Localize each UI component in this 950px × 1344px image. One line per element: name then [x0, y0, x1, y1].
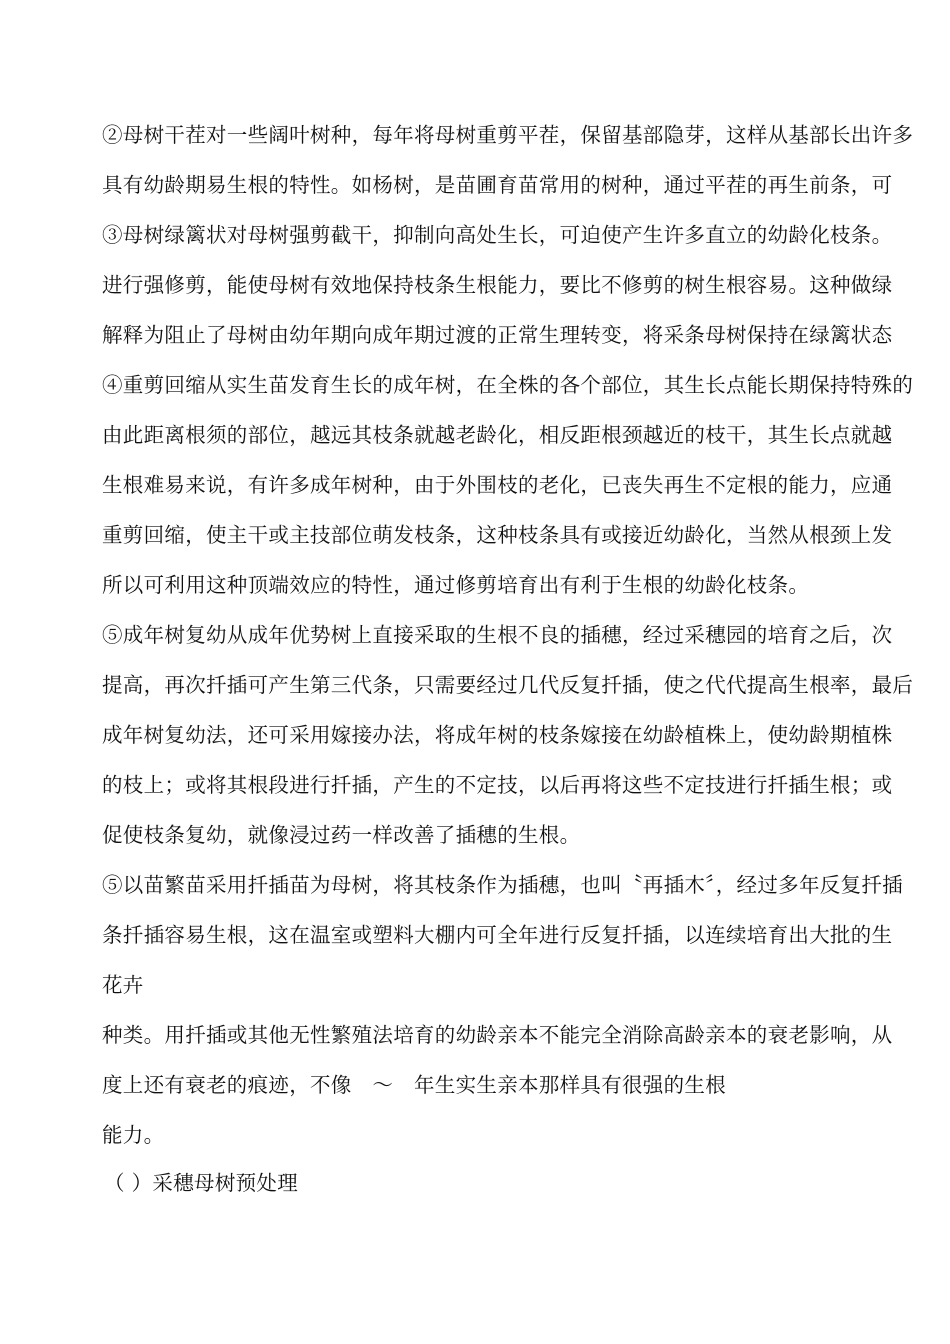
text-line: ③母树绿篱状对母树强剪截干，抑制向高处生长，可迫使产生许多直立的幼龄化枝条。 — [102, 223, 893, 247]
text-line: 具有幼龄期易生根的特性。如杨树，是苗圃育苗常用的树种，通过平茬的再生前条，可 — [102, 173, 893, 197]
text-line: ②母树干茬对一些阔叶树种，每年将母树重剪平茬，保留基部隐芽，这样从基部长出许多 — [102, 123, 914, 147]
text-line: 的枝上；或将其根段进行扦插，产生的不定技，以后再将这些不定技进行扦插生根；或 — [102, 773, 893, 797]
text-line: 重剪回缩，使主干或主技部位萌发枝条，这种枝条具有或接近幼龄化，当然从根颈上发 — [102, 523, 893, 547]
text-line: 成年树复幼法，还可采用嫁接办法，将成年树的枝条嫁接在幼龄植株上，使幼龄期植株 — [102, 723, 893, 747]
text-line: 解释为阻止了母树由幼年期向成年期过渡的正常生理转变，将采条母树保持在绿篱状态 — [102, 323, 893, 347]
text-line: 促使枝条复幼，就像浸过药一样改善了插穗的生根。 — [102, 823, 581, 847]
text-line: ⑤以苗繁苗采用扦插苗为母树，将其枝条作为插穗，也叫〝再插木〞，经过多年反复扦插 — [102, 873, 903, 897]
text-line: 所以可利用这种顶端效应的特性，通过修剪培育出有利于生根的幼龄化枝条。 — [102, 573, 810, 597]
text-line: ④重剪回缩从实生苗发育生长的成年树，在全株的各个部位，其生长点能长期保持特殊的 — [102, 373, 914, 397]
text-line: 能力。 — [102, 1123, 165, 1147]
text-line: 进行强修剪，能使母树有效地保持枝条生根能力，要比不修剪的树生根容易。这种做绿 — [102, 273, 893, 297]
text-line: 由此距离根须的部位，越远其枝条就越老龄化，相反距根颈越近的枝干，其生长点就越 — [102, 423, 893, 447]
text-line: 度上还有衰老的痕迹，不像 ～ 年生实生亲本那样具有很强的生根 — [102, 1073, 726, 1097]
text-line: 生根难易来说，有许多成年树种，由于外围枝的老化，已丧失再生不定根的能力，应通 — [102, 473, 893, 497]
text-line: 种类。用扦插或其他无性繁殖法培育的幼龄亲本不能完全消除高龄亲本的衰老影响，从 — [102, 1023, 893, 1047]
section-heading: （ ）采穗母树预处理 — [104, 1171, 299, 1195]
text-line: 条扦插容易生根，这在温室或塑料大棚内可全年进行反复扦插，以连续培育出大批的生 — [102, 923, 893, 947]
text-line: 花卉 — [102, 973, 144, 997]
text-line: 提高，再次扦插可产生第三代条，只需要经过几代反复扦插，使之代代提高生根率，最后 — [102, 673, 914, 697]
text-line: ⑤成年树复幼从成年优势树上直接采取的生根不良的插穗，经过采穗园的培育之后，次 — [102, 623, 893, 647]
